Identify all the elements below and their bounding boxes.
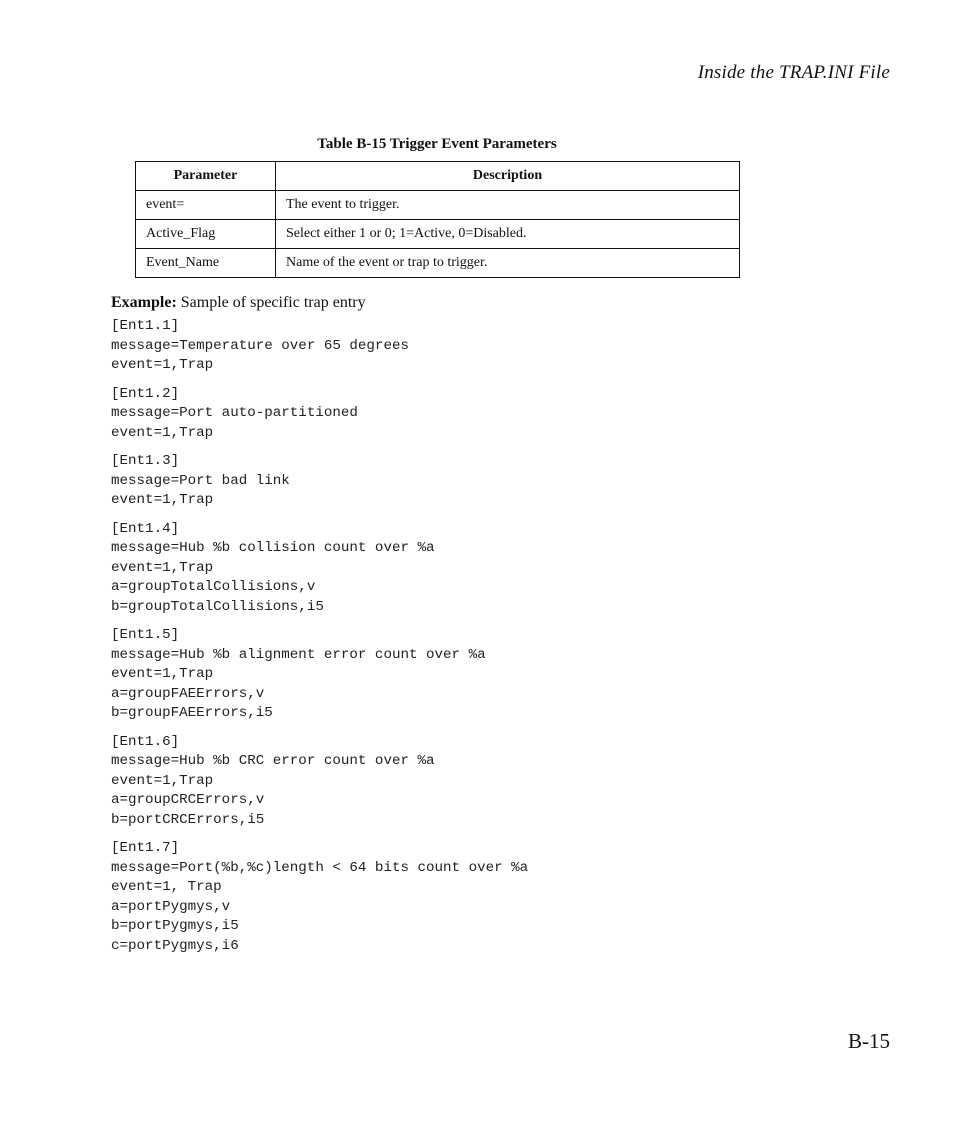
code-line: message=Hub %b CRC error count over %a [111,753,435,769]
code-block [111,317,528,376]
table-header-row [136,162,740,191]
page-number: B-15 [848,1029,890,1053]
example-label: Example: [111,294,177,311]
code-line: a=groupFAEErrors,v [111,685,265,702]
code-line: a=groupTotalCollisions,v [111,579,316,595]
code-line: b=portPygmys,i5 [111,918,239,934]
parameters-table [135,161,740,278]
table-caption: Table B-15 Trigger Event Parameters [317,136,557,152]
table-row [136,191,740,220]
code-line: event=1, Trap [111,879,222,895]
code-line: event=1,Trap [111,357,214,373]
code-line: event=1,Trap [111,559,214,576]
code-block [111,839,528,956]
code-section-header: [Ent1.7] [111,840,180,856]
code-section-header: [Ent1.2] [111,385,180,402]
running-header: Inside the TRAP.INI File [697,62,890,83]
code-line: a=portPygmys,v [111,898,231,915]
description-cell: Name of the event or trap to trigger. [276,249,740,278]
code-line: message=Port auto-partitioned [111,405,358,421]
column-header-description: Description [276,162,740,191]
code-line: message=Port bad link [111,472,290,489]
code-section-header: [Ent1.3] [111,453,180,469]
description-cell: The event to trigger. [276,191,740,220]
code-line: event=1,Trap [111,492,214,508]
code-block [111,733,528,831]
code-line: event=1,Trap [111,424,214,441]
parameter-cell: Event_Name [136,249,276,278]
code-listing [111,317,528,965]
example-text: Sample of specific trap entry [176,294,366,311]
example-heading [111,294,366,312]
parameter-cell: event= [136,191,276,220]
parameter-cell: Active_Flag [136,220,276,249]
code-line: event=1,Trap [111,772,214,789]
code-section-header: [Ent1.1] [111,318,180,334]
code-block [111,626,528,724]
code-block [111,452,528,511]
table-row [136,220,740,249]
code-line: event=1,Trap [111,666,214,682]
code-block [111,385,528,444]
code-line: message=Temperature over 65 degrees [111,337,409,354]
table-row [136,249,740,278]
code-block [111,520,528,618]
code-line: a=groupCRCErrors,v [111,792,265,808]
code-line: b=groupTotalCollisions,i5 [111,598,324,615]
code-section-header: [Ent1.5] [111,627,180,643]
code-section-header: [Ent1.6] [111,733,180,750]
column-header-parameter: Parameter [136,162,276,191]
code-line: message=Hub %b collision count over %a [111,540,435,556]
code-section-header: [Ent1.4] [111,520,180,537]
code-line: c=portPygmys,i6 [111,937,239,954]
description-cell: Select either 1 or 0; 1=Active, 0=Disabled. [276,220,740,249]
code-line: b=groupFAEErrors,i5 [111,705,273,721]
code-line: message=Hub %b alignment error count over %a [111,646,486,663]
code-line: b=portCRCErrors,i5 [111,811,265,828]
code-line: message=Port(%b,%c)length < 64 bits count over %a [111,859,529,876]
